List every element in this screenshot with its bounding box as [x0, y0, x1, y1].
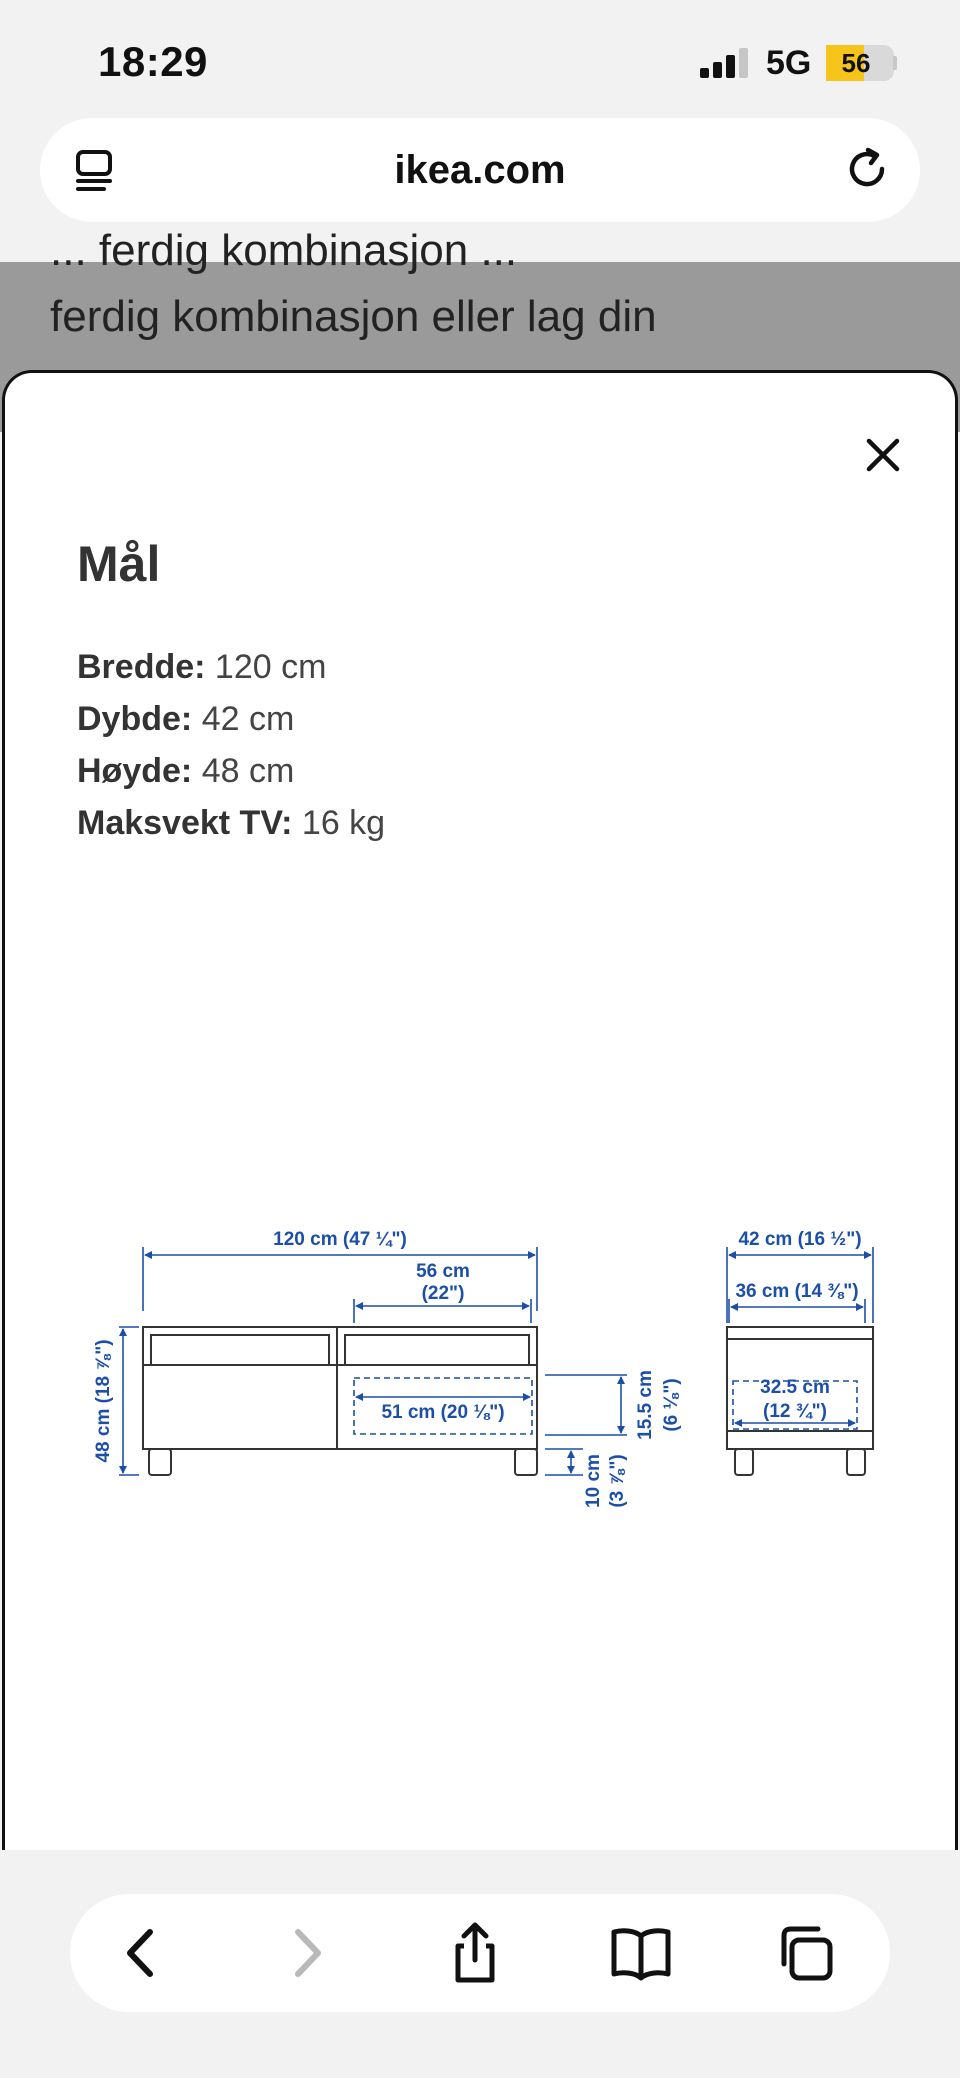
network-type: 5G	[766, 44, 812, 82]
signal-icon	[700, 46, 752, 78]
dimension-diagram	[75, 1127, 895, 1587]
battery-level: 56	[841, 48, 871, 78]
background-text-line: ... ferdig kombinasjon ...	[50, 226, 518, 275]
dimension-value: 48 cm	[201, 752, 295, 790]
drawer-width-label: 56 cm	[416, 1261, 470, 1282]
status-time: 18:29	[98, 38, 208, 85]
close-icon[interactable]	[857, 429, 909, 481]
share-icon[interactable]	[440, 1918, 510, 1988]
address-url[interactable]: ikea.com	[394, 148, 566, 192]
browser-toolbar	[70, 1894, 890, 2012]
drawer-depth-label: 32.5 cm	[760, 1377, 830, 1398]
dimension-value: 120 cm	[214, 648, 327, 686]
address-bar[interactable]	[40, 118, 920, 222]
front-view	[143, 1327, 537, 1475]
bookmarks-icon[interactable]	[606, 1918, 676, 1988]
modal-title: Mål	[77, 536, 161, 592]
dimension-label: Bredde:	[77, 648, 206, 686]
status-bar	[0, 0, 960, 110]
background-text-line: ferdig kombinasjon eller lag din	[50, 292, 657, 341]
dimension-label: Høyde:	[77, 752, 193, 790]
inner-drawer-width-label: 51 cm (20 ⅛")	[381, 1402, 505, 1423]
dimension-row	[77, 745, 385, 797]
inner-depth-label: 36 cm (14 ⅜")	[735, 1281, 859, 1302]
dimension-row	[77, 797, 385, 849]
back-icon[interactable]	[108, 1918, 178, 1988]
reload-icon[interactable]	[844, 146, 890, 192]
dimension-label: Maksvekt TV:	[77, 804, 293, 842]
total-depth-label: 42 cm (16 ½")	[738, 1229, 862, 1250]
dimension-value: 42 cm	[201, 700, 295, 738]
dimensions-list	[77, 641, 385, 849]
tabs-icon[interactable]	[772, 1918, 842, 1988]
dimension-row	[77, 693, 385, 745]
dimension-labels	[93, 1229, 862, 1508]
battery-nub	[893, 56, 897, 70]
total-height-label: 48 cm (18 ⅞")	[93, 1339, 114, 1463]
total-width-label: 120 cm (47 ¼")	[273, 1229, 407, 1250]
dimension-value: 16 kg	[301, 804, 386, 842]
dimension-label: Dybde:	[77, 700, 193, 738]
forward-icon[interactable]	[270, 1918, 340, 1988]
leg-height-label: 10 cm	[583, 1454, 604, 1508]
dimensions-modal	[2, 370, 958, 1870]
drawer-width-label: (22")	[421, 1283, 465, 1304]
drawer-height-label: (6 ⅛")	[661, 1378, 682, 1432]
drawer-depth-label: (12 ¾")	[763, 1401, 827, 1422]
dimension-row	[77, 641, 385, 693]
battery-icon	[826, 45, 894, 81]
leg-height-label: (3 ⅞")	[607, 1454, 628, 1508]
drawer-height-label: 15.5 cm	[635, 1370, 656, 1440]
